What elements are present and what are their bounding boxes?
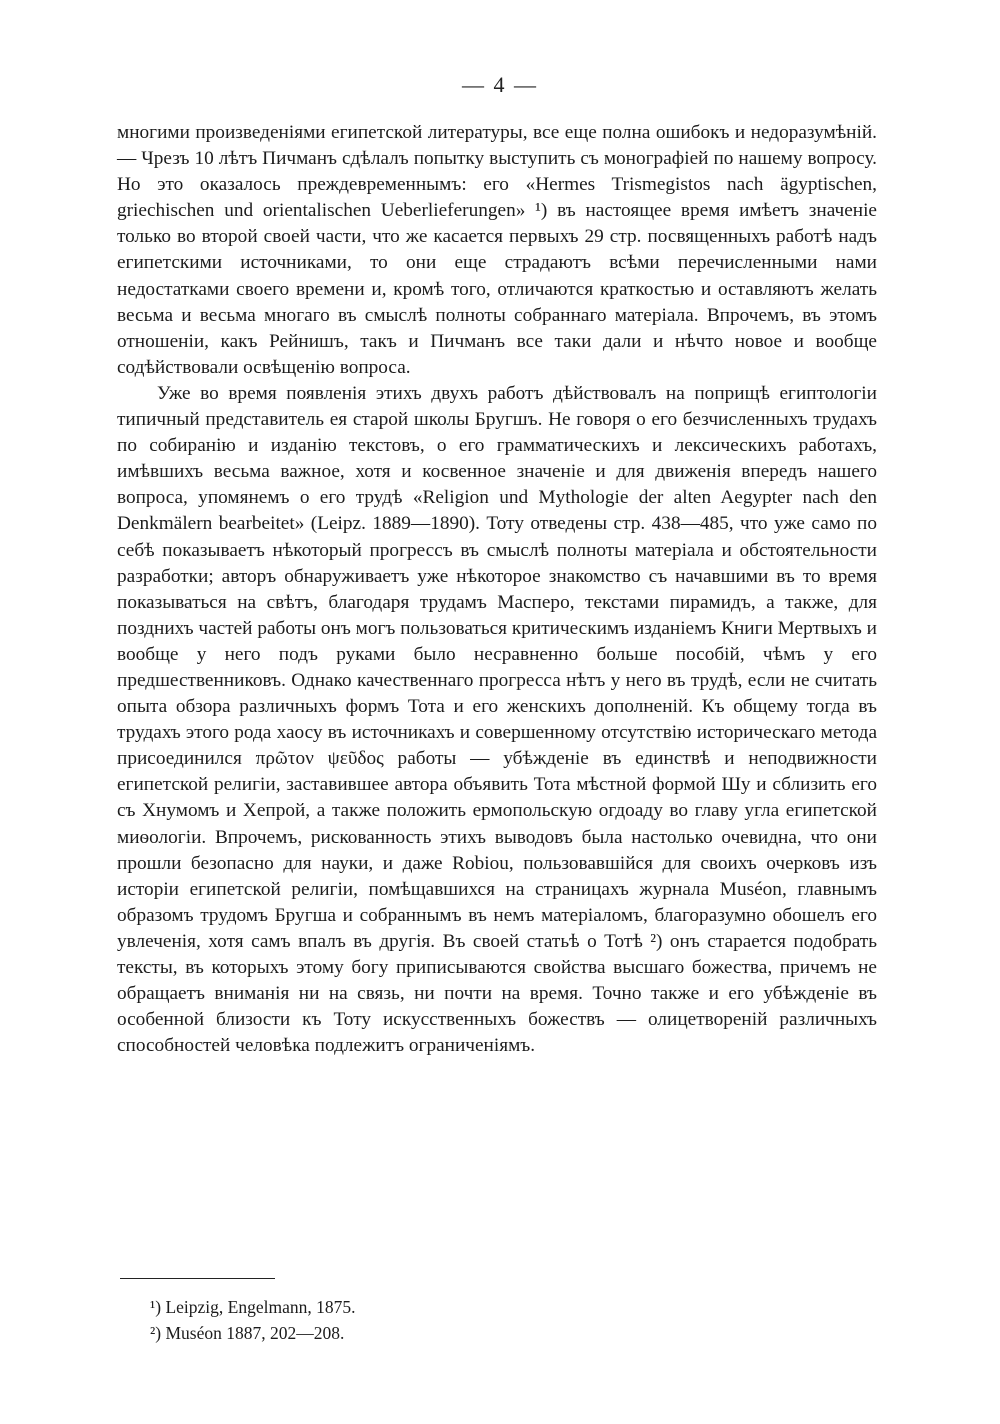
footnote-1: ¹) Leipzig, Engelmann, 1875. — [150, 1297, 356, 1317]
main-text — [117, 120, 877, 1059]
page-number: — 4 — — [462, 72, 538, 97]
footnote-2: ²) Muséon 1887, 202—208. — [150, 1323, 345, 1343]
paragraph-2: Уже во время появленія этихъ двухъ работъ дѣйствовалъ на поприщѣ египтологіи типичный представитель ея старой школы Бругшъ. Не говоря о его безчисленныхъ трудахъ по собиранію и изданію текстовъ, о его грамматическихъ и лексическихъ работахъ, имѣвшихъ весьма важное, хотя и косвенное значеніе и для движенія впередъ нашего вопроса, упомянемъ о его трудѣ «Religion und Mythologie der alten Aegypter nach den Denkmälern bearbeitet» (Leipz. 1889—1890). Тоту отведены стр. 438—485, что уже само по себѣ показываетъ нѣкоторый прогрессъ въ смыслѣ полноты матеріала и обстоятельности разработки; авторъ обнаруживаетъ уже нѣкоторое знакомство съ начавшими въ то время показываться на свѣтъ, благодаря трудамъ Масперо, текстами пирамидъ, а также, для позднихъ частей работы онъ могъ пользоваться критическимъ изданіемъ Книги Мертвыхъ и вообще у него подъ руками было несравненно больше пособій, чѣмъ у его предшественниковъ. Однако качественнаго прогресса нѣтъ у него въ трудѣ, если не считать опыта обзора различныхъ формъ Тота и его женскихъ дополненій. Къ общему тогда въ трудахъ этого рода хаосу въ источникахъ и совершенному отсутствію историческаго метода присоединился πρῶτον ψεῦδος работы — убѣжденіе въ единствѣ и неподвижности египетской религіи, заставившее автора объявить Тота мѣстной формой Шу и сблизить его съ Хнумомъ и Хепрой, а также положить ермопольскую огдоаду во главу угла египетской миѳологіи. Впрочемъ, рискованность этихъ выводовъ была настолько очевидна, что они прошли безопасно для науки, и даже Robiou, пользовавшійся для своихъ очерковъ изъ исторіи египетской религіи, помѣщавшихся на страницахъ журнала Muséon, главнымъ образомъ трудомъ Бругша и собраннымъ въ немъ матеріаломъ, благоразумно обошелъ его увлеченія, хотя самъ впалъ въ другія. Въ своей статьѣ о Тотѣ ²) онъ старается подобрать тексты, въ которыхъ этому богу приписываются свойства высшаго божества, причемъ не обращаетъ вниманія ни на связь, ни почти на время. Точно также и его убѣжденіе въ особенной близости къ Тоту искусственныхъ божествъ — олицетвореній различныхъ способностей человѣка подлежитъ ограниченіямъ. — [117, 382, 877, 1057]
paragraph-1: многими произведеніями египетской литературы, все еще полна ошибокъ и недоразумѣній. — Чрезъ 10 лѣтъ Пичманъ сдѣлалъ попытку выступить съ монографіей по нашему вопросу. Но это оказалось преждевременнымъ: его «Hermes Trismegistos nach ägyptischen, griechischen und orientalischen Ueberlieferungen» ¹) въ настоящее время имѣетъ значеніе только во второй своей части, что же касается первыхъ 29 стр. посвященныхъ работѣ надъ египетскими источниками, то они еще страдаютъ всѣми перечисленными нами недостатками своего времени и, кромѣ того, отличаются краткостью и оставляютъ желать весьма и весьма многаго въ смыслѣ полноты собраннаго матеріала. Впрочемъ, въ этомъ отношеніи, какъ Рейнишъ, такъ и Пичманъ все таки дали и нѣчто новое и вообще содѣйствовали освѣщенію вопроса. — [117, 122, 877, 378]
footnote-divider — [120, 1278, 275, 1279]
footnotes — [150, 1294, 355, 1346]
